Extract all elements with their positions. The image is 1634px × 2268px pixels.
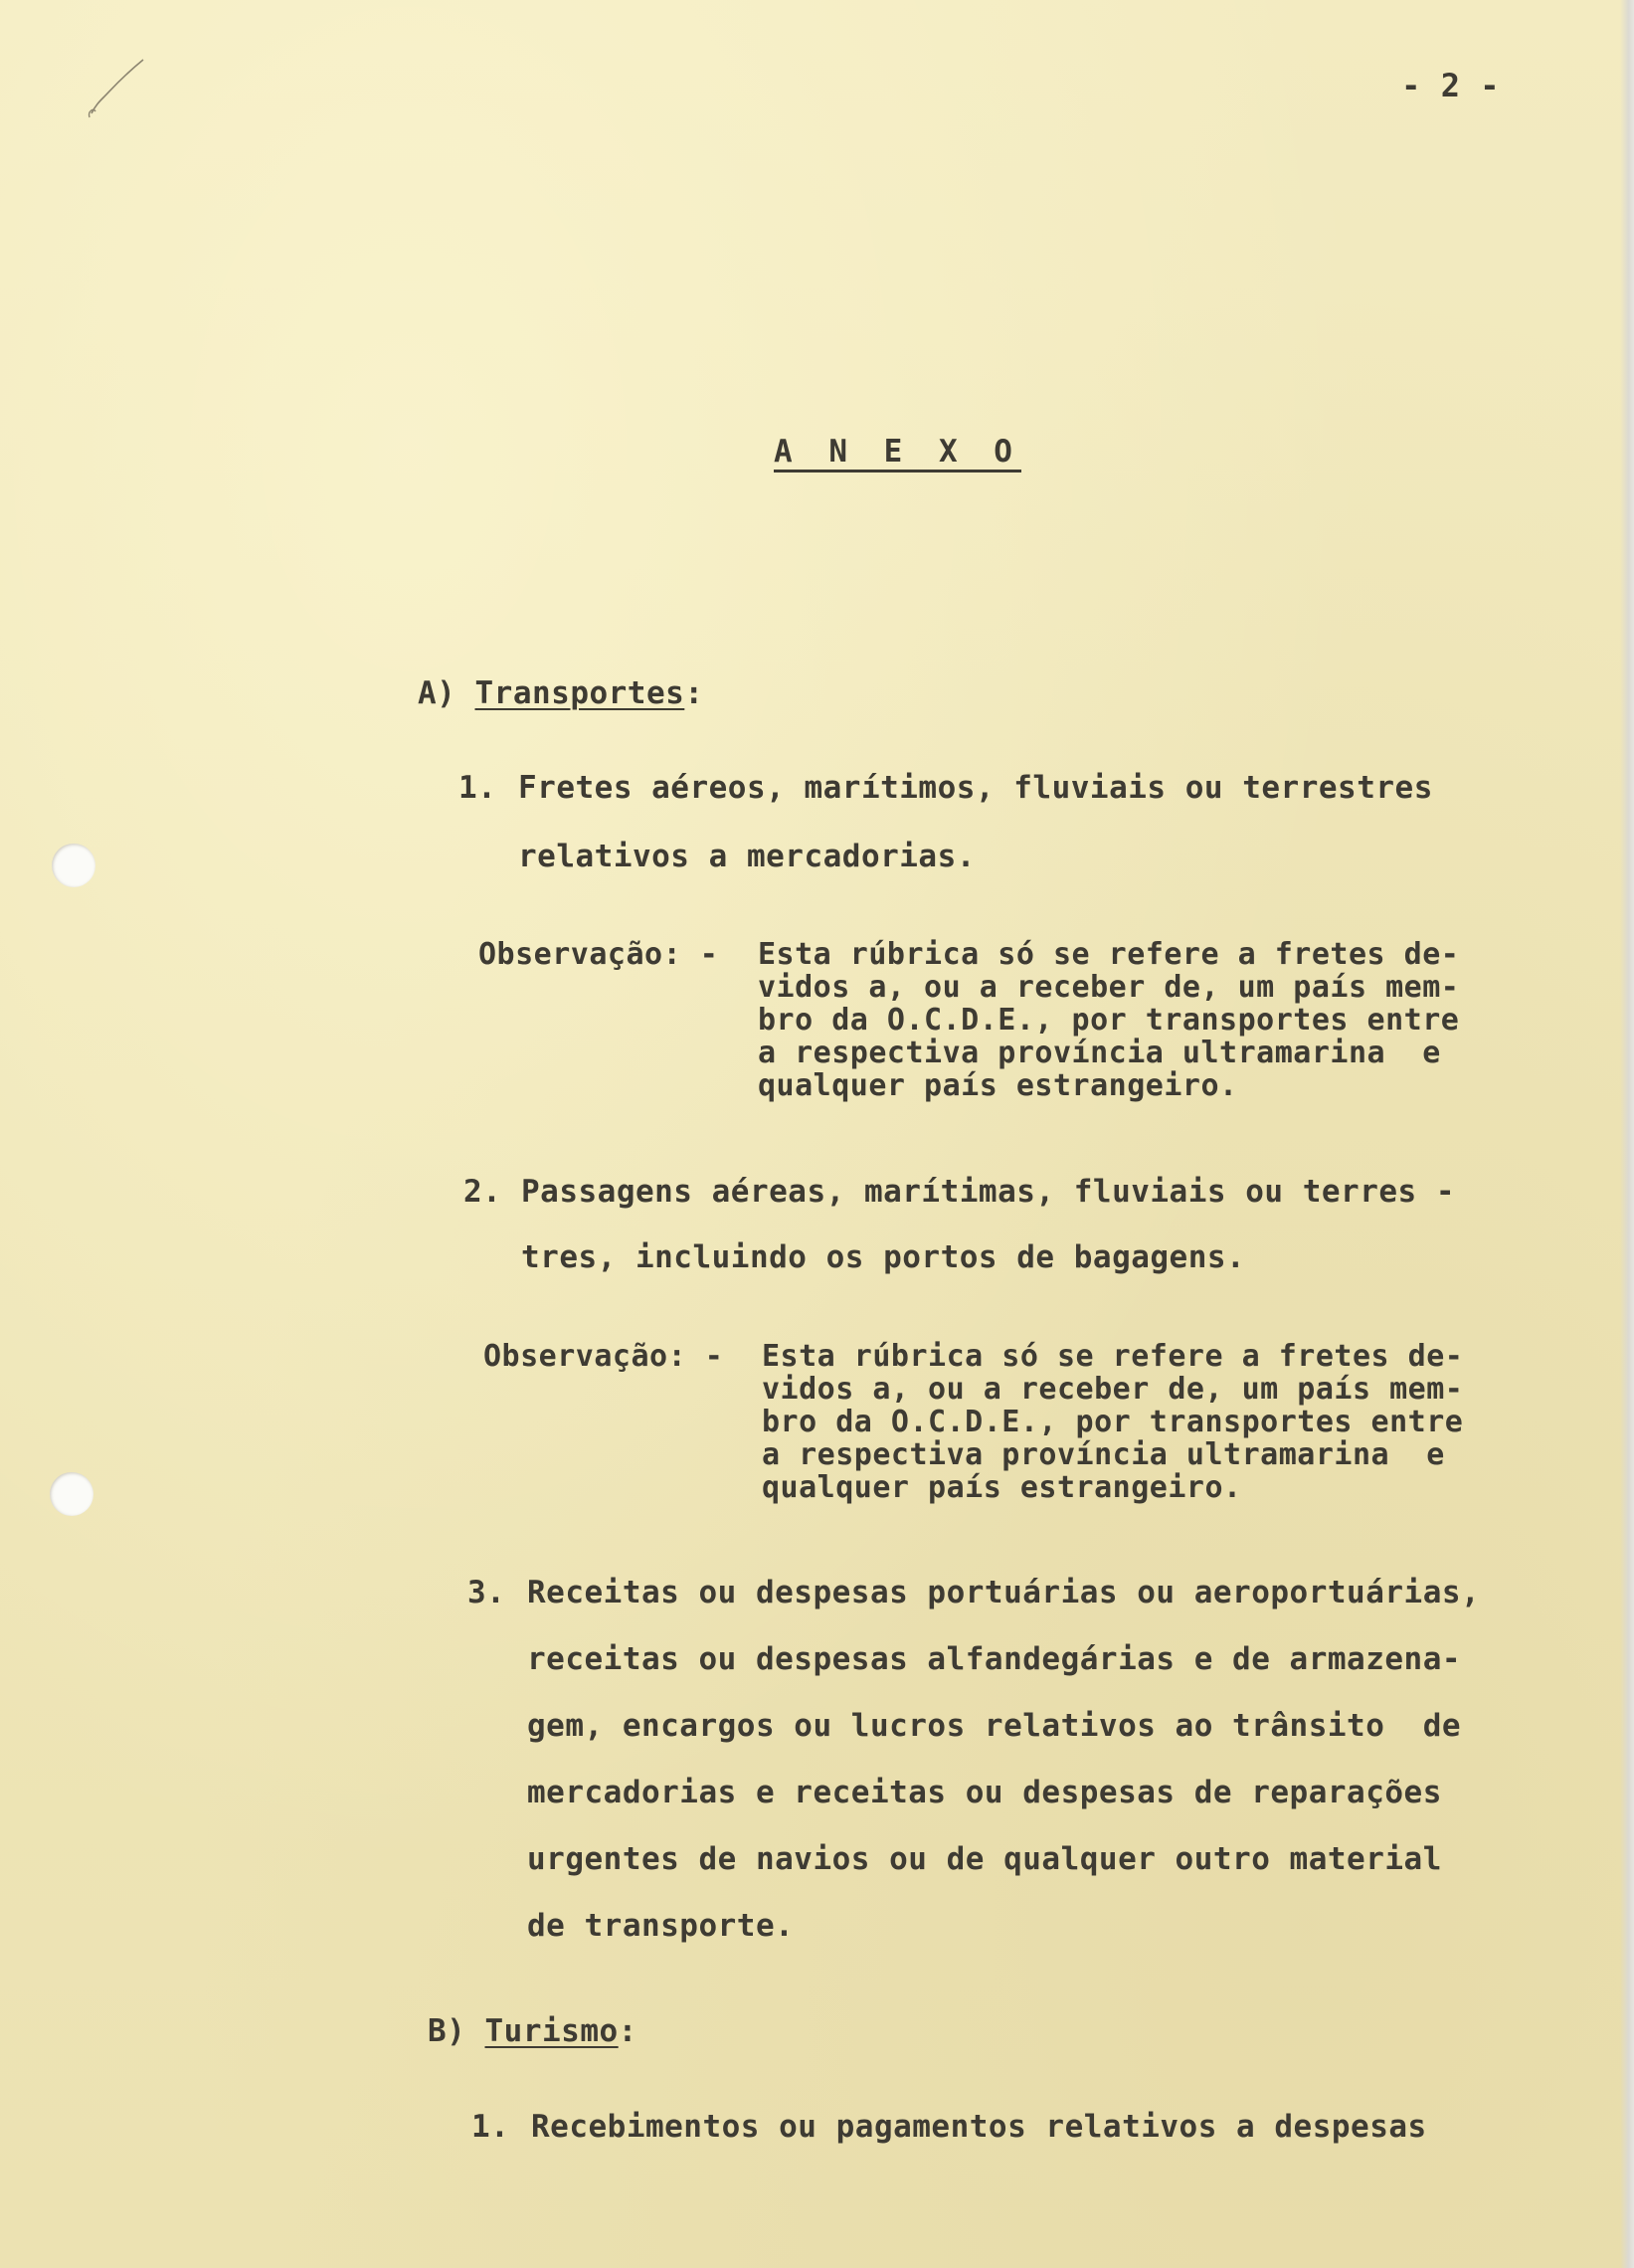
item-a2-observation-line-5: qualquer país estrangeiro. xyxy=(762,1470,1242,1505)
page-number: - 2 - xyxy=(1401,67,1500,104)
item-a1-observation-label: Observação: - xyxy=(478,937,719,972)
item-a2-number: 2. xyxy=(463,1174,502,1210)
section-a-heading xyxy=(418,673,703,713)
item-a3-line-2: receitas ou despesas alfandegárias e de armazena- xyxy=(527,1641,1462,1677)
item-a3-line-5: urgentes de navios ou de qualquer outro material xyxy=(527,1841,1442,1877)
item-a1-observation-line-3: bro da O.C.D.E., por transportes entre xyxy=(758,1003,1460,1038)
item-a1-line-2: relativos a mercadorias. xyxy=(518,839,976,874)
item-a1-observation-line-4: a respectiva província ultramarina e xyxy=(758,1036,1441,1070)
section-b-letter: B) xyxy=(428,2013,466,2049)
item-a2-observation-line-4: a respectiva província ultramarina e xyxy=(762,1437,1445,1472)
item-a2-observation-line-2: vidos a, ou a receber de, um país mem- xyxy=(762,1372,1464,1407)
section-b-heading xyxy=(428,2011,637,2051)
item-a2-observation-line-1: Esta rúbrica só se refere a fretes de- xyxy=(762,1339,1464,1374)
item-a3-line-6: de transporte. xyxy=(527,1908,795,1944)
item-a2-line-1: Passagens aéreas, marítimas, fluviais ou terres - xyxy=(521,1174,1456,1210)
punch-hole-bottom xyxy=(50,1472,93,1516)
item-b1-number: 1. xyxy=(471,2109,510,2145)
item-a2-observation-line-3: bro da O.C.D.E., por transportes entre xyxy=(762,1405,1464,1439)
section-b-colon: : xyxy=(618,2013,637,2049)
item-a2-line-2: tres, incluindo os portos de bagagens. xyxy=(521,1239,1246,1275)
section-a-title: Transportes xyxy=(474,675,685,711)
punch-hole-top xyxy=(52,844,95,887)
section-b-title: Turismo xyxy=(484,2013,619,2049)
item-a3-line-3: gem, encargos ou lucros relativos ao trânsito de xyxy=(527,1708,1462,1744)
item-a1-observation-line-2: vidos a, ou a receber de, um país mem- xyxy=(758,970,1460,1005)
item-a2-observation-label: Observação: - xyxy=(483,1339,724,1374)
section-a-colon: : xyxy=(684,675,704,711)
item-a3-line-1: Receitas ou despesas portuárias ou aeroportuárias, xyxy=(527,1575,1481,1610)
document-title: A N E X O xyxy=(774,434,1021,470)
item-a3-number: 3. xyxy=(467,1575,506,1610)
pencil-mark xyxy=(82,56,151,125)
page-edge xyxy=(1620,0,1634,2268)
item-a1-observation-line-5: qualquer país estrangeiro. xyxy=(758,1068,1238,1103)
item-a3-line-4: mercadorias e receitas ou despesas de reparações xyxy=(527,1775,1442,1810)
item-b1-line-1: Recebimentos ou pagamentos relativos a despesas xyxy=(531,2109,1427,2145)
section-a-letter: A) xyxy=(418,675,456,711)
item-a1-number: 1. xyxy=(458,770,497,806)
item-a1-observation-line-1: Esta rúbrica só se refere a fretes de- xyxy=(758,937,1460,972)
item-a1-line-1: Fretes aéreos, marítimos, fluviais ou terrestres xyxy=(518,770,1433,806)
